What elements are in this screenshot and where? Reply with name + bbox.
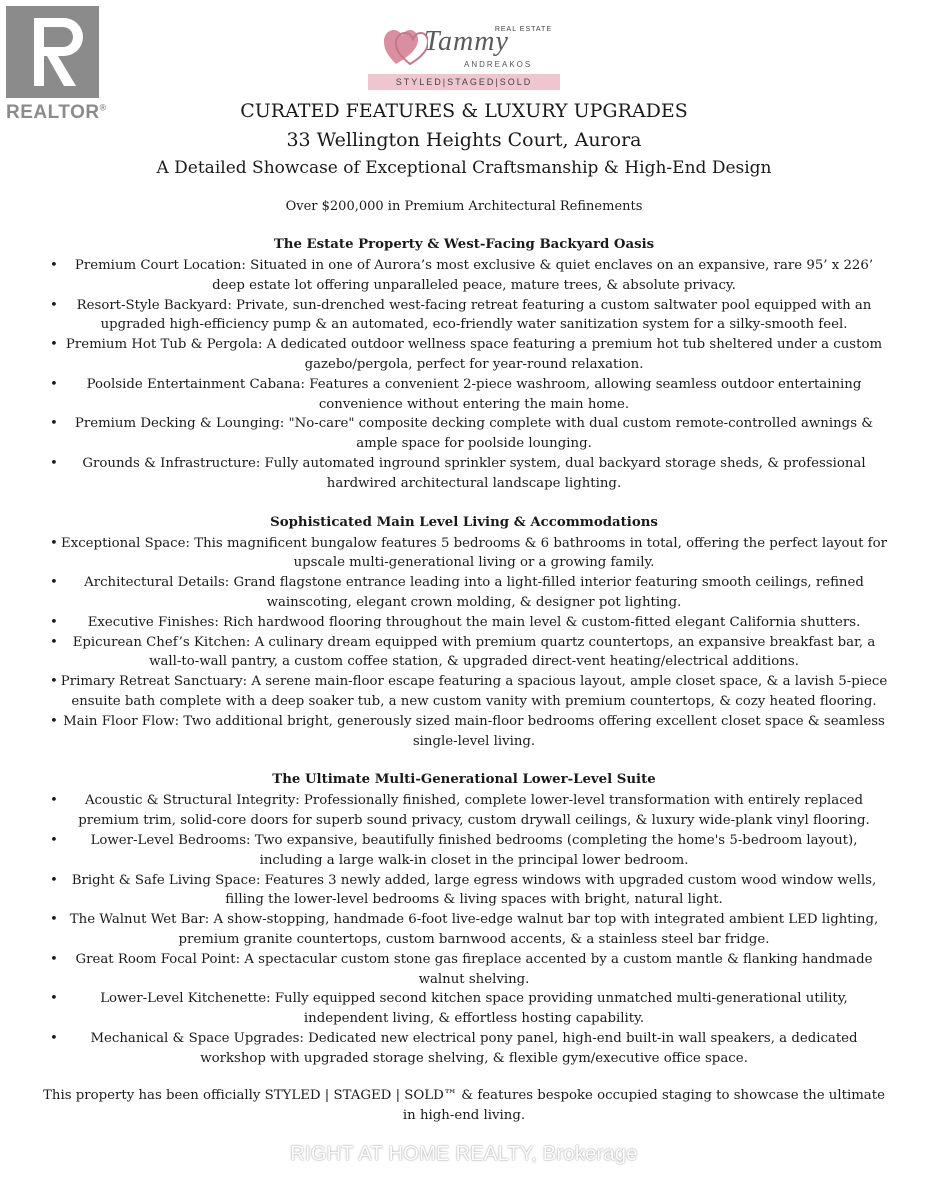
brand-tagline-bar: STYLED|STAGED|SOLD xyxy=(368,74,560,90)
feature-item: • Great Room Focal Point: A spectacular custom stone gas fireplace accented by a custom mantle & flanking handmade walnut shelving. xyxy=(30,950,898,990)
feature-item: • Acoustic & Structural Integrity: Professionally finished, complete lower-level transformation with entirely replaced premium trim, solid-core doors for superb sound privacy, custom drywall ceilings, & luxury wide-plank vinyl flooring. xyxy=(30,791,898,831)
feature-item: • Premium Decking & Lounging: "No-care" composite decking complete with dual custom remote-controlled awnings & ample space for poolside lounging. xyxy=(30,414,898,454)
feature-item: • Architectural Details: Grand flagstone entrance leading into a light-filled interior featuring smooth ceilings, refined wainscoting, elegant crown molding, & designer pot lighting. xyxy=(30,573,898,613)
section-lower-level xyxy=(30,770,898,1068)
feature-item: • Lower-Level Kitchenette: Fully equipped second kitchen space providing unmatched multi-generational utility, independent living, & effortless hosting capability. xyxy=(30,989,898,1029)
realtor-r-icon xyxy=(6,6,99,98)
feature-item: • Main Floor Flow: Two additional bright, generously sized main-floor bedrooms offering excellent closet space & seamless single-level living. xyxy=(30,712,898,752)
brand-top-text: REAL ESTATE xyxy=(494,26,552,33)
feature-sections xyxy=(30,235,898,1068)
feature-item: • Primary Retreat Sanctuary: A serene main-floor escape featuring a spacious layout, ample closet space, & a lavish 5-piece ensuite bath complete with a deep soaker tub, a new custom vanity with premium countertops, & cozy heated flooring. xyxy=(30,672,898,712)
section-heading: The Estate Property & West-Facing Backyard Oasis xyxy=(273,237,655,252)
brand-logo xyxy=(368,24,560,90)
page-subtitle: A Detailed Showcase of Exceptional Craftsmanship & High-End Design xyxy=(156,158,772,178)
feature-item: • Executive Finishes: Rich hardwood flooring throughout the main level & custom-fitted elegant California shutters. xyxy=(30,613,898,633)
registered-mark: ® xyxy=(99,102,107,113)
feature-item: • Exceptional Space: This magnificent bungalow features 5 bedrooms & 6 bathrooms in total, offering the perfect layout for upscale multi-generational living or a growing family. xyxy=(30,534,898,574)
feature-item: • Poolside Entertainment Cabana: Features a convenient 2-piece washroom, allowing seamless outdoor entertaining convenience without entering the main home. xyxy=(30,375,898,415)
property-address: 33 Wellington Heights Court, Aurora xyxy=(286,129,642,151)
brand-name: Tammy xyxy=(424,26,509,57)
brand-subname: ANDREAKOS xyxy=(464,60,533,69)
feature-item: • Mechanical & Space Upgrades: Dedicated new electrical pony panel, high-end built-in wall speakers, a dedicated workshop with upgraded storage shelving, & flexible gym/executive office space. xyxy=(30,1029,898,1069)
section-heading: The Ultimate Multi-Generational Lower-Level Suite xyxy=(272,772,656,788)
section-estate-property xyxy=(30,235,898,494)
feature-item: • Premium Hot Tub & Pergola: A dedicated outdoor wellness space featuring a premium hot tub sheltered under a custom gazebo/pergola, perfect for year-round relaxation. xyxy=(30,335,898,375)
closing-statement: This property has been officially STYLED | STAGED | SOLD™ & features bespoke occupied staging to showcase the ultimate in high-end living. xyxy=(43,1088,885,1123)
feature-item: • The Walnut Wet Bar: A show-stopping, handmade 6-foot live-edge walnut bar top with integrated ambient LED lighting, premium granite countertops, custom barnwood accents, & a stainless steel bar fridge. xyxy=(30,910,898,950)
tagline: Over $200,000 in Premium Architectural Refinements xyxy=(285,199,643,214)
feature-item: • Lower-Level Bedrooms: Two expansive, beautifully finished bedrooms (completing the home's 5-bedroom layout), including a large walk-in closet in the principal lower bedroom. xyxy=(30,831,898,871)
feature-item: • Resort-Style Backyard: Private, sun-drenched west-facing retreat featuring a custom saltwater pool equipped with an upgraded high-efficiency pump & an automated, eco-friendly water sanitization system for a silky-smooth feel. xyxy=(30,296,898,336)
feature-item: • Premium Court Location: Situated in one of Aurora’s most exclusive & quiet enclaves on an expansive, rare 95’ x 226’ deep estate lot offering unparalleled peace, mature trees, & absolute privacy. xyxy=(30,256,898,296)
hearts-icon xyxy=(384,28,428,68)
realtor-label: REALTOR xyxy=(6,102,100,123)
section-main-level xyxy=(30,513,898,752)
document-header xyxy=(0,98,928,216)
section-heading: Sophisticated Main Level Living & Accommodations xyxy=(270,514,658,530)
brokerage-watermark: RIGHT AT HOME REALTY, Brokerage xyxy=(290,1143,638,1165)
page-title: CURATED FEATURES & LUXURY UPGRADES xyxy=(240,100,688,122)
feature-item: • Bright & Safe Living Space: Features 3 newly added, large egress windows with upgraded custom wood window wells, filling the lower-level bedrooms & living spaces with bright, natural light. xyxy=(30,871,898,911)
feature-item: • Grounds & Infrastructure: Fully automated inground sprinkler system, dual backyard storage sheds, & professional hardwired architectural landscape lighting. xyxy=(30,454,898,494)
feature-item: • Epicurean Chef’s Kitchen: A culinary dream equipped with premium quartz countertops, an expansive breakfast bar, a wall-to-wall pantry, a custom coffee station, & upgraded direct-vent heating/electrical additions. xyxy=(30,633,898,673)
